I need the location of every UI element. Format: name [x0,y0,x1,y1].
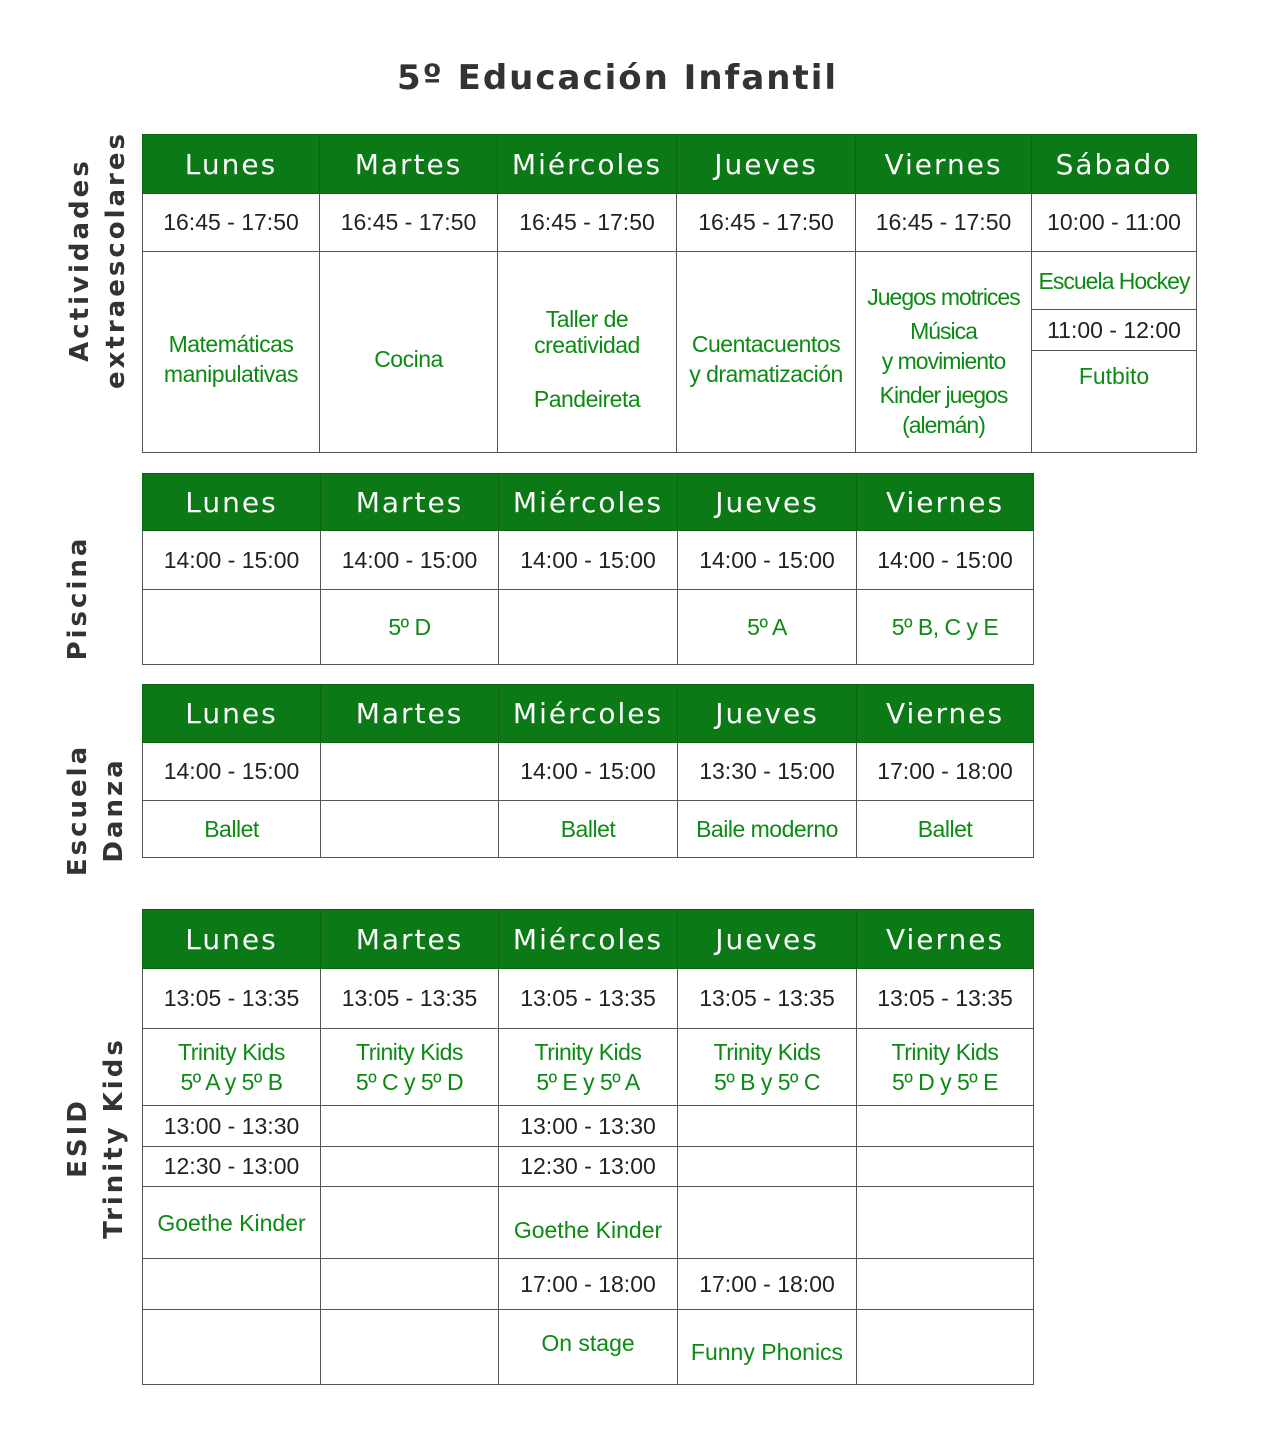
label-line: Danza [99,757,129,863]
time-cell: 17:00 - 18:00 [678,1259,857,1310]
sabado-cell [1032,252,1197,453]
activity-line: Matemáticas [168,331,294,357]
activity-line: y movimiento [881,348,1006,374]
time-cell: 16:45 - 17:50 [143,194,320,252]
empty-cell [857,1187,1034,1259]
group-cell [499,590,678,665]
activity-line: 5º A y 5º B [180,1069,283,1095]
day-header: Martes [320,135,498,194]
activity-line: 5º B y 5º C [714,1069,820,1095]
time-cell: 17:00 - 18:00 [857,743,1034,801]
time-cell: 13:05 - 13:35 [678,969,857,1029]
day-header: Jueves [678,910,857,969]
time-cell: 13:30 - 15:00 [678,743,857,801]
time-cell: 12:30 - 13:00 [499,1147,678,1187]
group-cell [143,590,321,665]
empty-cell [857,1310,1034,1385]
activity-cell [856,252,1032,453]
empty-cell [857,1147,1034,1187]
activity-cell [320,252,498,453]
activity-line: Cocina [374,346,443,372]
activity-line: Escuela Hockey [1032,252,1196,310]
time-cell: 13:05 - 13:35 [499,969,678,1029]
activity-line: Taller de [545,306,629,332]
time-cell: 14:00 - 15:00 [857,531,1034,590]
day-header: Martes [321,910,499,969]
label-line: Trinity Kids [99,1037,129,1239]
page-title: 5º Educación Infantil [396,58,839,98]
empty-cell [321,1106,499,1147]
activity-line: Futbito [1078,363,1150,389]
empty-cell [678,1147,857,1187]
label-line: Actividades [65,158,95,362]
day-header: Viernes [856,135,1032,194]
time-cell: 14:00 - 15:00 [143,743,321,801]
activity-line: 5º D y 5º E [892,1069,998,1095]
time-cell: 14:00 - 15:00 [499,743,678,801]
trinity-table [142,909,1034,1385]
day-header: Miércoles [499,910,678,969]
label-line: Escuela [63,743,93,877]
activity-cell: Baile moderno [678,801,857,858]
group-cell: 5º A [678,590,857,665]
time-cell: 11:00 - 12:00 [1032,310,1196,351]
activity-line: Cuentacuentos [691,331,841,357]
day-header: Viernes [857,685,1034,743]
empty-cell [321,1259,499,1310]
activity-line: 5º C y 5º D [355,1069,464,1095]
time-cell: 16:45 - 17:50 [677,194,856,252]
time-cell: 13:00 - 13:30 [143,1106,321,1147]
trinity-kids-cell [143,1029,321,1106]
activity-cell [143,252,320,453]
day-header: Martes [321,474,499,531]
time-cell: 10:00 - 11:00 [1032,194,1197,252]
activity-cell: Ballet [143,801,321,858]
time-cell: 16:45 - 17:50 [856,194,1032,252]
activity-cell: Goethe Kinder [499,1187,678,1259]
activity-line: Trinity Kids [891,1039,999,1065]
time-cell: 14:00 - 15:00 [499,531,678,590]
time-cell: 13:00 - 13:30 [499,1106,678,1147]
day-header: Miércoles [498,135,677,194]
group-cell: 5º D [321,590,499,665]
empty-cell [143,1310,321,1385]
time-cell: 13:05 - 13:35 [321,969,499,1029]
time-cell: 16:45 - 17:50 [320,194,498,252]
empty-cell [678,1187,857,1259]
activity-line: Música [910,318,977,344]
activity-cell [677,252,856,453]
day-header: Lunes [143,474,321,531]
time-cell: 14:00 - 15:00 [321,531,499,590]
day-header: Sábado [1032,135,1197,194]
activity-line: Trinity Kids [534,1039,642,1065]
time-cell: 16:45 - 17:50 [498,194,677,252]
activity-line: creatividad [534,332,640,358]
day-header: Miércoles [499,685,678,743]
trinity-kids-cell [499,1029,678,1106]
day-header: Viernes [857,474,1034,531]
piscina-table [142,473,1034,665]
activity-line: (alemán) [902,412,985,438]
day-header: Lunes [143,910,321,969]
trinity-kids-cell [321,1029,499,1106]
activity-line: Trinity Kids [178,1039,285,1065]
activity-cell: Goethe Kinder [143,1187,321,1259]
time-cell: 14:00 - 15:00 [143,531,321,590]
time-cell: 17:00 - 18:00 [499,1259,678,1310]
activity-cell: Ballet [857,801,1034,858]
day-header: Martes [321,685,499,743]
empty-cell [678,1106,857,1147]
activity-line: Juegos motrices [867,284,1020,310]
activity-cell: Funny Phonics [678,1310,857,1385]
activity-line: manipulativas [163,361,299,387]
label-line: extraescolares [101,131,131,389]
activity-line: Trinity Kids [713,1039,821,1065]
trinity-kids-cell [857,1029,1034,1106]
day-header: Jueves [678,474,857,531]
empty-cell [857,1259,1034,1310]
empty-cell [321,1147,499,1187]
empty-cell [143,1259,321,1310]
activity-line: Kinder juegos [879,382,1008,408]
activity-cell: Ballet [499,801,678,858]
day-header: Miércoles [499,474,678,531]
time-cell: 13:05 - 13:35 [143,969,321,1029]
activity-line: 5º E y 5º A [536,1069,640,1095]
day-header: Lunes [143,685,321,743]
activity-cell [498,252,677,453]
empty-cell [321,1187,499,1259]
activity-cell: On stage [499,1310,678,1385]
time-cell [321,743,499,801]
extraescolares-table [142,134,1197,453]
label-line: ESID [63,1098,93,1178]
empty-cell [321,1310,499,1385]
activity-line: Trinity Kids [356,1039,463,1065]
activity-line: Pandeireta [533,386,641,412]
time-cell: 14:00 - 15:00 [678,531,857,590]
empty-cell [857,1106,1034,1147]
trinity-kids-cell [678,1029,857,1106]
danza-table [142,684,1034,858]
time-cell: 12:30 - 13:00 [143,1147,321,1187]
activity-line: y dramatización [689,361,843,387]
day-header: Jueves [678,685,857,743]
day-header: Lunes [143,135,320,194]
time-cell: 13:05 - 13:35 [857,969,1034,1029]
day-header: Viernes [857,910,1034,969]
activity-cell [321,801,499,858]
day-header: Jueves [677,135,856,194]
label-line: Piscina [63,535,93,661]
group-cell: 5º B, C y E [857,590,1034,665]
